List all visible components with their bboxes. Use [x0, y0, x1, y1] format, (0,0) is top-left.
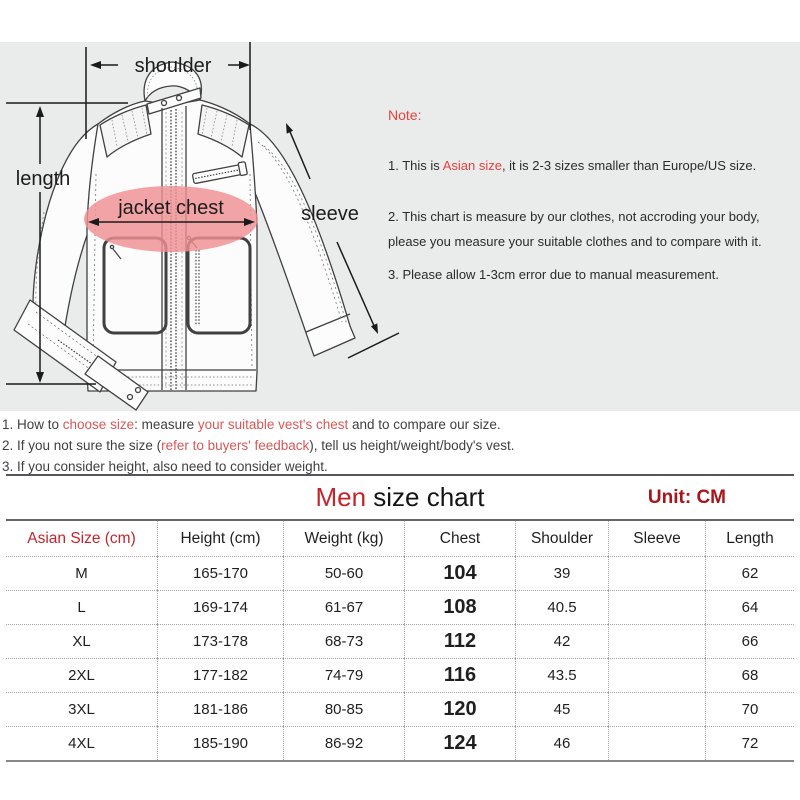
row-4xl-sleeve	[608, 726, 705, 760]
row-xl-shoulder: 42	[515, 624, 608, 658]
tip1-mid: : measure	[134, 417, 198, 432]
row-4xl-chest: 124	[404, 726, 515, 760]
note-item-2	[388, 204, 794, 254]
table-title-row	[6, 476, 794, 519]
row-l-chest: 108	[404, 590, 515, 624]
row-4xl-weight: 86-92	[283, 726, 404, 760]
tip2-text: 2. If you not sure the size (	[2, 438, 162, 453]
row-2xl-shoulder: 43.5	[515, 658, 608, 692]
row-3xl-weight: 80-85	[283, 692, 404, 726]
sizing-tips	[0, 411, 800, 477]
row-4xl-height: 185-190	[157, 726, 283, 760]
row-m-size: M	[6, 556, 157, 590]
chest-label: jacket chest	[118, 197, 224, 219]
col-header-shoulder: Shoulder	[515, 521, 608, 556]
col-header-length: Length	[705, 521, 794, 556]
row-4xl-length: 72	[705, 726, 794, 760]
note-item-2-line2: please you measure your suitable clothes and to compare with it.	[388, 234, 762, 249]
tip-line-3: 3. If you consider height, also need to consider weight.	[2, 459, 328, 474]
row-3xl-chest: 120	[404, 692, 515, 726]
col-header-chest: Chest	[404, 521, 515, 556]
row-l-shoulder: 40.5	[515, 590, 608, 624]
shoulder-label: shoulder	[134, 55, 212, 77]
row-m-weight: 50-60	[283, 556, 404, 590]
chest-highlight-ellipse	[84, 186, 258, 252]
size-chart-table	[6, 474, 794, 762]
row-m-chest: 104	[404, 556, 515, 590]
row-4xl-size: 4XL	[6, 726, 157, 760]
row-3xl-sleeve	[608, 692, 705, 726]
row-xl-chest: 112	[404, 624, 515, 658]
illustration-panel	[0, 42, 800, 411]
row-l-sleeve	[608, 590, 705, 624]
note-heading: Note:	[388, 107, 422, 123]
table-title-highlight: Men	[315, 482, 367, 512]
note-item-1-text: 1. This is	[388, 158, 443, 173]
col-header-asian-size: Asian Size (cm)	[27, 529, 136, 547]
note-item-1-highlight: Asian size	[442, 158, 502, 173]
tip-line-2	[2, 435, 800, 456]
row-3xl-height: 181-186	[157, 692, 283, 726]
row-xl-length: 66	[705, 624, 794, 658]
tip1-highlight-1: choose size	[62, 417, 135, 432]
table-title-rest: size chart	[366, 482, 485, 512]
row-3xl-shoulder: 45	[515, 692, 608, 726]
row-l-length: 64	[705, 590, 794, 624]
row-xl-size: XL	[6, 624, 157, 658]
col-header-weight: Weight (kg)	[283, 521, 404, 556]
row-m-length: 62	[705, 556, 794, 590]
row-m-sleeve	[608, 556, 705, 590]
row-xl-sleeve	[608, 624, 705, 658]
row-2xl-length: 68	[705, 658, 794, 692]
row-2xl-height: 177-182	[157, 658, 283, 692]
row-l-size: L	[6, 590, 157, 624]
tip1-suffix: and to compare our size.	[348, 417, 501, 432]
jacket-measurement-diagram	[0, 42, 400, 411]
note-item-3: 3. Please allow 1-3cm error due to manual measurement.	[388, 267, 719, 282]
row-l-height: 169-174	[157, 590, 283, 624]
row-l-weight: 61-67	[283, 590, 404, 624]
row-xl-height: 173-178	[157, 624, 283, 658]
tip-line-1	[2, 414, 800, 435]
row-3xl-size: 3XL	[6, 692, 157, 726]
tip2-suffix: ), tell us height/weight/body's vest.	[309, 438, 515, 453]
tip1-text: 1. How to	[2, 417, 63, 432]
col-header-height: Height (cm)	[157, 521, 283, 556]
row-2xl-weight: 74-79	[283, 658, 404, 692]
col-header-sleeve: Sleeve	[608, 521, 705, 556]
tip2-highlight: refer to buyers' feedback	[161, 438, 310, 453]
row-xl-weight: 68-73	[283, 624, 404, 658]
row-m-shoulder: 39	[515, 556, 608, 590]
note-item-2-line1: 2. This chart is measure by our clothes, not accroding your body,	[388, 209, 760, 224]
row-2xl-sleeve	[608, 658, 705, 692]
table-title	[315, 482, 484, 513]
size-chart-grid	[6, 519, 794, 762]
note-item-1	[388, 158, 756, 173]
row-4xl-shoulder: 46	[515, 726, 608, 760]
length-label: length	[15, 168, 71, 190]
row-2xl-size: 2XL	[6, 658, 157, 692]
row-m-height: 165-170	[157, 556, 283, 590]
unit-label: Unit: CM	[647, 486, 726, 508]
row-3xl-length: 70	[705, 692, 794, 726]
note-item-1-suffix: , it is 2-3 sizes smaller than Europe/US size.	[501, 158, 757, 173]
tip1-highlight-2: your suitable vest's chest	[197, 417, 349, 432]
sleeve-label: sleeve	[301, 203, 359, 225]
row-2xl-chest: 116	[404, 658, 515, 692]
